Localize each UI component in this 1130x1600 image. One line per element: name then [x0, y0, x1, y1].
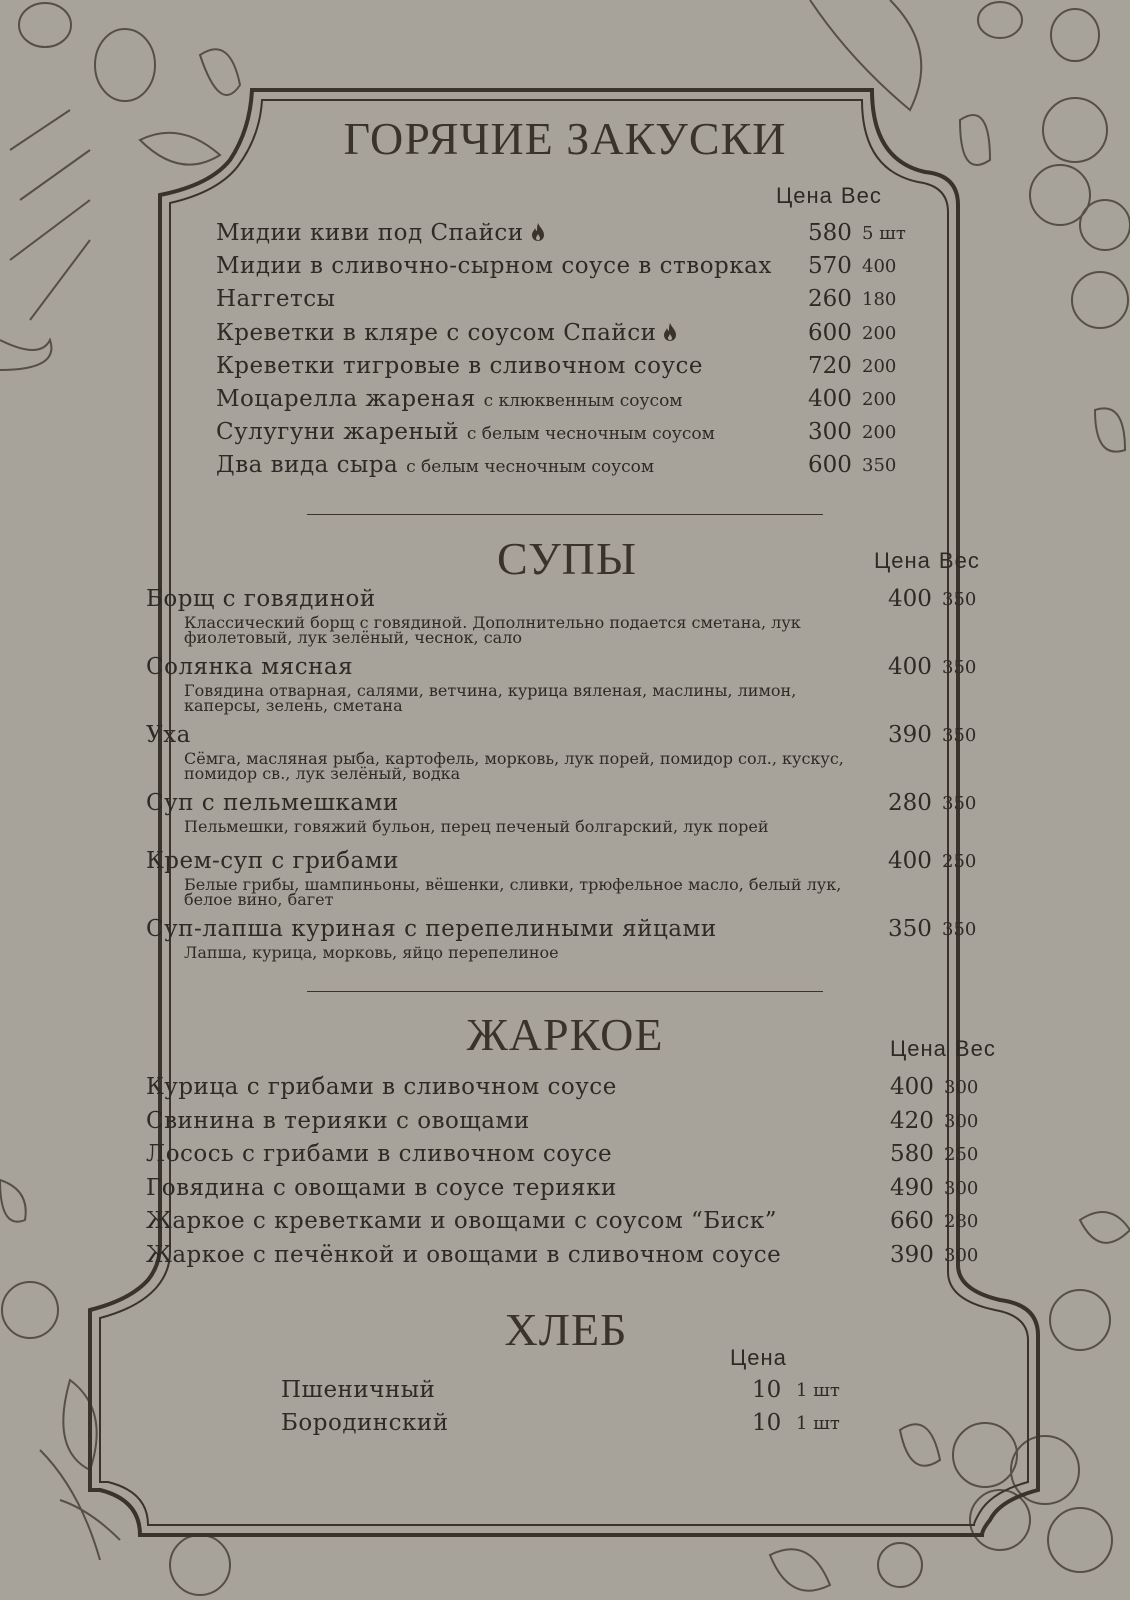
- roast-item-name: Жаркое с печёнкой и овощами в сливочном соусе: [146, 1242, 782, 1268]
- roast-item-name: Говядина с овощами в соусе терияки: [146, 1175, 617, 1201]
- roast-item-price: 390: [890, 1242, 934, 1268]
- menu-item-name: [216, 419, 715, 445]
- menu-item-weight: 400: [862, 256, 897, 277]
- bread-item-price: 10: [752, 1410, 782, 1436]
- soup-weight: 350: [942, 725, 977, 746]
- bread-column-header: [730, 1345, 795, 1371]
- menu-item-weight: 200: [862, 323, 897, 344]
- soup-weight: 250: [942, 851, 977, 872]
- menu-item-price: 580: [808, 220, 852, 246]
- menu-item-price: 570: [808, 253, 852, 279]
- soup-name: Борщ с говядиной: [146, 586, 376, 612]
- roast-column-header: [890, 1036, 1004, 1062]
- menu-item-weight: 200: [862, 356, 897, 377]
- menu-item-title: Наггетсы: [216, 286, 336, 312]
- soup-price: 390: [888, 722, 932, 748]
- roast-item-weight: 300: [944, 1111, 979, 1132]
- soup-weight: 350: [942, 589, 977, 610]
- menu-item-name: [216, 386, 683, 412]
- price-header: Цена: [730, 1345, 787, 1370]
- soup-price: 280: [888, 790, 932, 816]
- soup-price: 400: [888, 848, 932, 874]
- menu-item-price: 260: [808, 286, 852, 312]
- soup-weight: 350: [942, 793, 977, 814]
- spicy-flame-icon: [662, 322, 678, 342]
- section-title-soups: СУПЫ: [497, 533, 637, 584]
- roast-item-name: Свинина в терияки с овощами: [146, 1108, 530, 1134]
- soup-description: Пельмешки, говяжий бульон, перец печеный болгарский, лук порей: [184, 817, 769, 836]
- roast-item-price: 660: [890, 1208, 934, 1234]
- soup-weight: 350: [942, 919, 977, 940]
- roast-item-name: Курица с грибами в сливочном соусе: [146, 1074, 617, 1100]
- roast-item-weight: 280: [944, 1211, 979, 1232]
- menu-item-note: с клюквенным соусом: [483, 391, 683, 411]
- roast-item-name: Жаркое с креветками и овощами с соусом “Биск”: [146, 1208, 778, 1234]
- soup-name: Солянка мясная: [146, 654, 354, 680]
- menu-item-note: с белым чесночным соусом: [466, 424, 715, 444]
- roast-item-weight: 300: [944, 1077, 979, 1098]
- menu-item-title: Моцарелла жареная: [216, 386, 476, 412]
- roast-item-weight: 250: [944, 1144, 979, 1165]
- soup-name: Суп с пельмешками: [146, 790, 399, 816]
- price-header: Цена: [776, 183, 833, 208]
- menu-item-name: [216, 320, 678, 346]
- hot-column-header: [776, 183, 890, 209]
- bread-item-name: Бородинский: [281, 1410, 449, 1436]
- weight-header: Вес: [840, 183, 882, 208]
- section-title-bread: ХЛЕБ: [504, 1304, 628, 1355]
- menu-item-title: Мидии в сливочно-сырном соусе в створках: [216, 253, 772, 279]
- menu-item-weight: 200: [862, 389, 897, 410]
- menu-item-title: Креветки тигровые в сливочном соусе: [216, 353, 704, 379]
- weight-header: Вес: [938, 548, 980, 573]
- soup-description: Классический борщ с говядиной. Дополнительно подается сметана, лук фиолетовый, лук зелёный, чеснок, сало: [184, 613, 801, 647]
- roast-item-weight: 300: [944, 1178, 979, 1199]
- menu-item-name: [216, 353, 703, 379]
- roast-item-price: 400: [890, 1074, 934, 1100]
- section-divider: [307, 991, 823, 992]
- menu-item-title: Мидии киви под Спайси: [216, 220, 524, 246]
- menu-item-price: 400: [808, 386, 852, 412]
- price-header: Цена: [890, 1036, 947, 1061]
- soup-name: Уха: [146, 722, 191, 748]
- soup-description: Говядина отварная, салями, ветчина, курица вяленая, маслины, лимон, каперсы, зелень, сметана: [184, 681, 797, 715]
- menu-item-name: [216, 253, 772, 279]
- spicy-flame-icon: [530, 222, 546, 242]
- menu-item-name: [216, 452, 654, 478]
- roast-item-price: 490: [890, 1175, 934, 1201]
- section-divider: [307, 514, 823, 515]
- soup-name: Крем-суп с грибами: [146, 848, 399, 874]
- bread-item-name: Пшеничный: [281, 1377, 436, 1403]
- menu-item-price: 720: [808, 353, 852, 379]
- roast-item-price: 420: [890, 1108, 934, 1134]
- menu-item-weight: 5 шт: [862, 223, 906, 244]
- menu-item-price: 300: [808, 419, 852, 445]
- menu-item-weight: 200: [862, 422, 897, 443]
- soup-price: 350: [888, 916, 932, 942]
- bread-item-weight: 1 шт: [796, 1380, 840, 1401]
- bread-item-weight: 1 шт: [796, 1413, 840, 1434]
- weight-header: Вес: [954, 1036, 996, 1061]
- soups-column-header: [874, 548, 988, 574]
- soup-description: Сёмга, масляная рыба, картофель, морковь, лук порей, помидор сол., кускус, помидор св., лук зелёный, водка: [184, 749, 844, 783]
- menu-item-name: [216, 220, 546, 246]
- roast-item-name: Лосось с грибами в сливочном соусе: [146, 1141, 613, 1167]
- menu-item-weight: 180: [862, 289, 897, 310]
- roast-item-weight: 300: [944, 1245, 979, 1266]
- menu-item-title: Креветки в кляре с соусом Спайси: [216, 320, 657, 346]
- soup-weight: 350: [942, 657, 977, 678]
- soup-description: Лапша, курица, морковь, яйцо перепелиное: [184, 943, 559, 962]
- menu-item-note: с белым чесночным соусом: [406, 457, 655, 477]
- menu-item-title: Два вида сыра: [216, 452, 399, 478]
- roast-item-price: 580: [890, 1141, 934, 1167]
- menu-item-name: [216, 286, 335, 312]
- menu-item-price: 600: [808, 452, 852, 478]
- price-header: Цена: [874, 548, 931, 573]
- soup-price: 400: [888, 654, 932, 680]
- menu-item-weight: 350: [862, 455, 897, 476]
- section-title-hot-appetizers: ГОРЯЧИЕ ЗАКУСКИ: [343, 113, 787, 164]
- menu-item-title: Сулугуни жареный: [216, 419, 459, 445]
- soup-description: Белые грибы, шампиньоны, вёшенки, сливки, трюфельное масло, белый лук, белое вино, багет: [184, 875, 842, 909]
- soup-name: Суп-лапша куриная с перепелиными яйцами: [146, 916, 717, 942]
- soup-price: 400: [888, 586, 932, 612]
- menu-item-price: 600: [808, 320, 852, 346]
- section-title-roast: ЖАРКОЕ: [466, 1009, 664, 1060]
- bread-item-price: 10: [752, 1377, 782, 1403]
